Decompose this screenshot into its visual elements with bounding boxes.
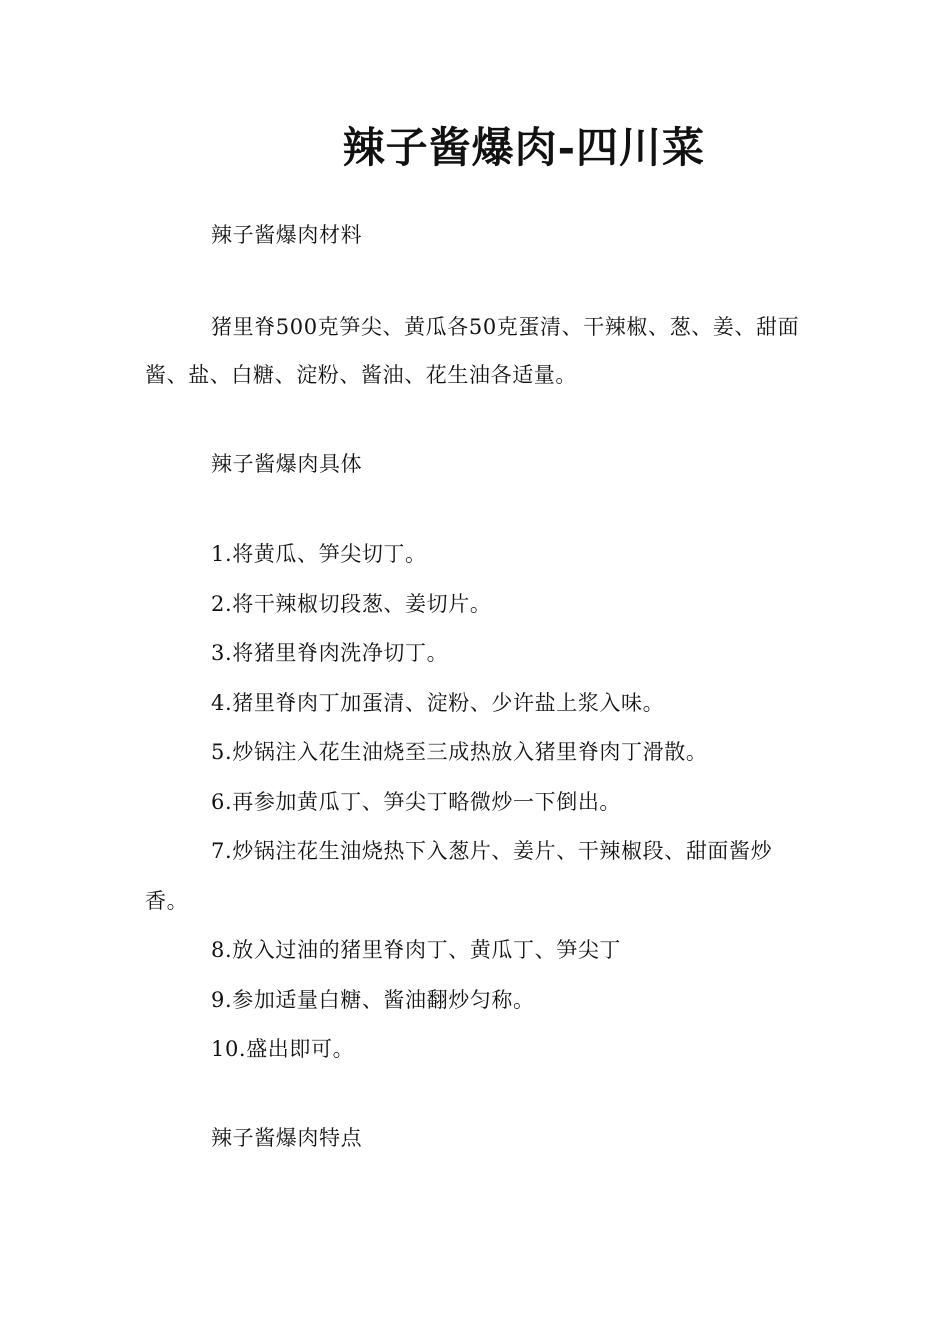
step-item: 5.炒锅注入花生油烧至三成热放入猪里脊肉丁滑散。: [211, 740, 708, 764]
steps-heading: 辣子酱爆肉具体: [211, 452, 363, 476]
step-item: 10.盛出即可。: [211, 1037, 355, 1061]
step-item: 7.炒锅注花生油烧热下入葱片、姜片、干辣椒段、甜面酱炒香。: [145, 839, 773, 913]
step-item: 2.将干辣椒切段葱、姜切片。: [211, 591, 492, 616]
materials-heading: 辣子酱爆肉材料: [211, 223, 363, 247]
step-item: 3.将猪里脊肉洗净切丁。: [211, 641, 449, 665]
steps-list: [145, 530, 805, 1075]
step-item: 8.放入过油的猪里脊肉丁、黄瓜丁、笋尖丁: [211, 938, 622, 962]
step-item: 6.再参加黄瓜丁、笋尖丁略微炒一下倒出。: [211, 789, 622, 814]
step-item: 4.猪里脊肉丁加蛋清、淀粉、少许盐上浆入味。: [211, 690, 665, 715]
step-item: 9.参加适量白糖、酱油翻炒匀称。: [211, 987, 535, 1012]
document-title: 辣子酱爆肉-四川菜: [342, 123, 705, 172]
features-heading: 辣子酱爆肉特点: [211, 1126, 363, 1150]
materials-paragraph: 猪里脊500克笋尖、黄瓜各50克蛋清、干辣椒、葱、姜、甜面酱、盐、白糖、淀粉、酱油、花生油各适量。: [145, 315, 800, 387]
step-item: 1.将黄瓜、笋尖切丁。: [211, 542, 427, 566]
